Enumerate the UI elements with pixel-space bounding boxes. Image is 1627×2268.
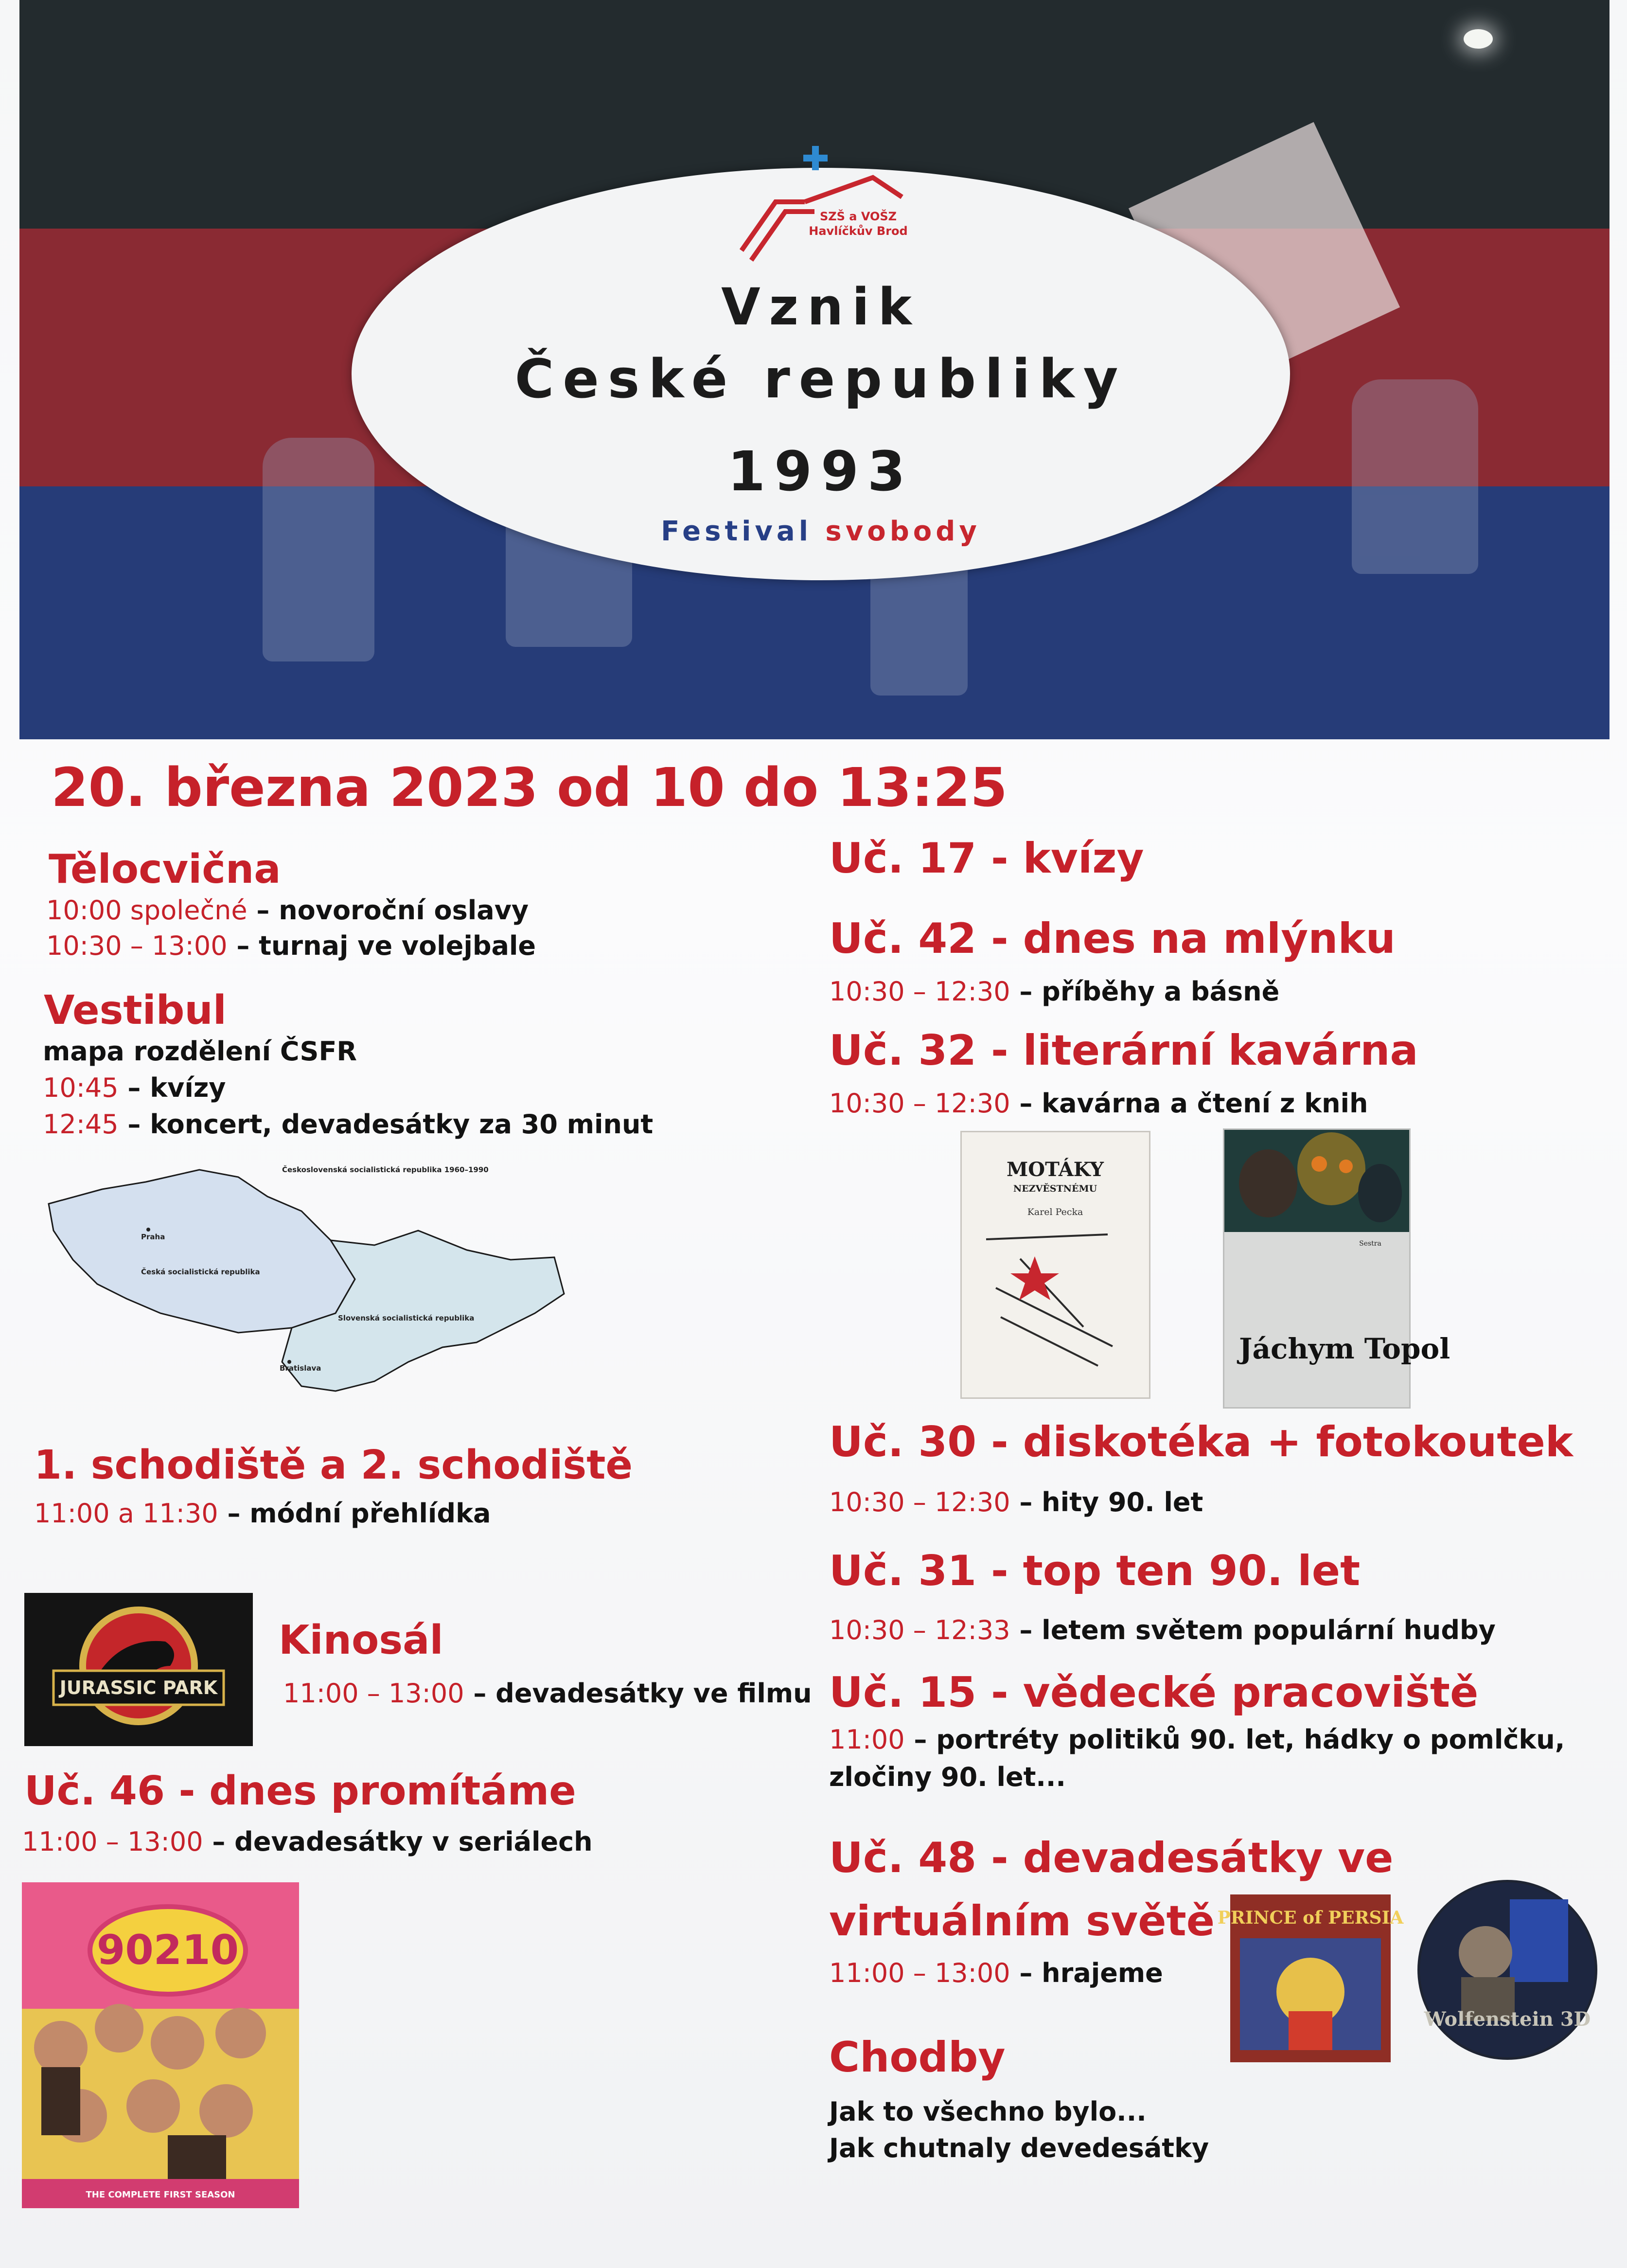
banner-title-line2: České republiky: [514, 348, 1127, 410]
schodiste-item: [34, 1498, 491, 1529]
csfr-map: [39, 1153, 569, 1425]
motaky-cover-art: [962, 1132, 1149, 1397]
vestibul-item: [43, 1072, 226, 1103]
item-time: 11:00 – 13:00: [22, 1826, 203, 1857]
uc31-item: [829, 1615, 1496, 1645]
uc17-heading: Uč. 17 - kvízy: [829, 834, 1144, 883]
item-text: – hity 90. let: [1010, 1487, 1203, 1518]
motaky-book-cover: [960, 1131, 1150, 1399]
prince-of-persia-art: [1217, 1894, 1404, 2062]
chodby-heading: Chodby: [829, 2033, 1006, 2082]
item-time: 10:00 společné: [46, 895, 248, 926]
czech-region: [49, 1170, 355, 1333]
item-time: 10:30 – 12:30: [829, 976, 1010, 1007]
uc30-heading: Uč. 30 - diskotéka + fotokoutek: [829, 1418, 1573, 1466]
prince-of-persia-cover: [1217, 1894, 1404, 2062]
uc42-item: [829, 976, 1279, 1007]
topol-book-cover: [1223, 1128, 1450, 1409]
item-text: – módní přehlídka: [218, 1498, 491, 1529]
map-praha: Praha: [141, 1232, 165, 1241]
map-cr-label: Česká socialistická republika: [141, 1268, 260, 1276]
item-time: 11:00 – 13:00: [283, 1678, 464, 1709]
uc15-item-cont: zločiny 90. let...: [829, 1762, 1066, 1792]
banner-title-year: 1993: [727, 440, 914, 503]
book2-author: Jáchym Topol: [1239, 1332, 1450, 1365]
item-time: 12:45: [43, 1109, 119, 1140]
telocvicna-heading: Tělocvična: [49, 846, 281, 893]
jurassic-park-title: JURASSIC PARK: [59, 1677, 218, 1698]
festival-subtitle: [352, 516, 1290, 547]
item-text: – devadesátky ve filmu: [464, 1678, 812, 1709]
uc48-heading-line2: virtuálním světě: [829, 1897, 1215, 1946]
tv-cover-art: [22, 1882, 299, 2208]
item-time: 10:30 – 12:30: [829, 1088, 1010, 1119]
wolfenstein-title: Wolfenstein 3D: [1424, 2008, 1591, 2031]
tv-cover-title: 90210: [96, 1926, 239, 1974]
telocvicna-item: [46, 930, 536, 961]
praha-dot: [146, 1228, 150, 1232]
wolfenstein-art: [1417, 1880, 1597, 2060]
map-bratislava: Bratislava: [280, 1364, 321, 1373]
item-text: – koncert, devadesátky za 30 minut: [118, 1109, 654, 1140]
svobody-word: svobody: [825, 516, 981, 547]
item-text: – kvízy: [118, 1072, 226, 1103]
school-logo-icon: [737, 143, 912, 270]
uc32-item: [829, 1088, 1368, 1119]
book2-publisher: Sestra: [1359, 1240, 1381, 1248]
telocvicna-item: [46, 895, 529, 926]
beverly-hills-90210-cover: [22, 1882, 299, 2208]
item-time: 11:00 a 11:30: [34, 1498, 218, 1529]
item-text: – příběhy a básně: [1010, 976, 1280, 1007]
event-date: 20. března 2023 od 10 do 13:25: [51, 756, 1008, 819]
book1-author: Karel Pecka: [1027, 1207, 1083, 1217]
prince-of-persia-title: PRINCE of PERSIA: [1217, 1908, 1404, 1928]
item-text: – hrajeme: [1010, 1958, 1163, 1988]
map-title: Československá socialistická republika 1960–1990: [282, 1165, 489, 1174]
wolfenstein-cover: [1417, 1880, 1597, 2060]
chodby-line2: Jak chutnaly devedesátky: [829, 2133, 1209, 2163]
banner-title-line1: Vznik: [721, 277, 920, 337]
book1-subtitle: NEZVĚSTNÉMU: [1013, 1183, 1097, 1194]
logo-line1: SZŠ a VOŠZ: [819, 210, 897, 223]
item-time: 10:30 – 13:00: [46, 930, 228, 961]
item-text: – devadesátky v seriálech: [203, 1826, 593, 1857]
logo-line2: Havlíčkův Brod: [809, 224, 908, 238]
uc46-item: [22, 1826, 593, 1857]
vestibul-item: [43, 1109, 653, 1140]
tv-cover-caption: THE COMPLETE FIRST SEASON: [86, 2190, 235, 2200]
vestibul-map-line: mapa rozdělení ČSFR: [43, 1036, 357, 1067]
schodiste-heading: 1. schodiště a 2. schodiště: [34, 1442, 633, 1488]
bratislava-dot: [287, 1360, 291, 1364]
uc32-heading: Uč. 32 - literární kavárna: [829, 1026, 1418, 1075]
uc46-heading: Uč. 46 - dnes promítáme: [24, 1768, 576, 1814]
item-text: – portréty politiků 90. let, hádky o pomlčku,: [904, 1724, 1565, 1755]
topol-cover-art: [1224, 1130, 1450, 1407]
uc48-item: [829, 1958, 1163, 1988]
festival-word: Festival: [661, 516, 812, 547]
item-time: 10:30 – 12:33: [829, 1615, 1010, 1645]
item-time: 11:00 – 13:00: [829, 1958, 1010, 1988]
item-text: – letem světem populární hudby: [1010, 1615, 1496, 1645]
crowd-figure: [1352, 379, 1478, 574]
item-time: 10:30 – 12:30: [829, 1487, 1010, 1518]
kinosal-heading: Kinosál: [279, 1617, 443, 1663]
map-sr-label: Slovenská socialistická republika: [338, 1314, 475, 1322]
uc15-item: [829, 1724, 1565, 1755]
item-text: – novoroční oslavy: [247, 895, 529, 926]
uc15-heading: Uč. 15 - vědecké pracoviště: [829, 1668, 1479, 1717]
school-logo-text: [802, 209, 914, 238]
street-lamp: [1464, 29, 1493, 49]
kinosal-item: [283, 1678, 812, 1709]
book1-title: MOTÁKY: [1007, 1158, 1104, 1181]
item-time: 11:00: [829, 1724, 905, 1755]
uc30-item: [829, 1487, 1203, 1518]
jurassic-park-logo-icon: [24, 1593, 253, 1746]
uc31-heading: Uč. 31 - top ten 90. let: [829, 1547, 1361, 1595]
vestibul-heading: Vestibul: [44, 987, 227, 1034]
uc42-heading: Uč. 42 - dnes na mlýnku: [829, 914, 1396, 963]
item-time: 10:45: [43, 1072, 119, 1103]
uc48-heading-line1: Uč. 48 - devadesátky ve: [829, 1834, 1394, 1882]
chodby-line1: Jak to všechno bylo...: [829, 2096, 1147, 2127]
jurassic-park-poster: [24, 1593, 253, 1746]
item-text: – turnaj ve volejbale: [227, 930, 536, 961]
item-text: – kavárna a čtení z knih: [1010, 1088, 1368, 1119]
